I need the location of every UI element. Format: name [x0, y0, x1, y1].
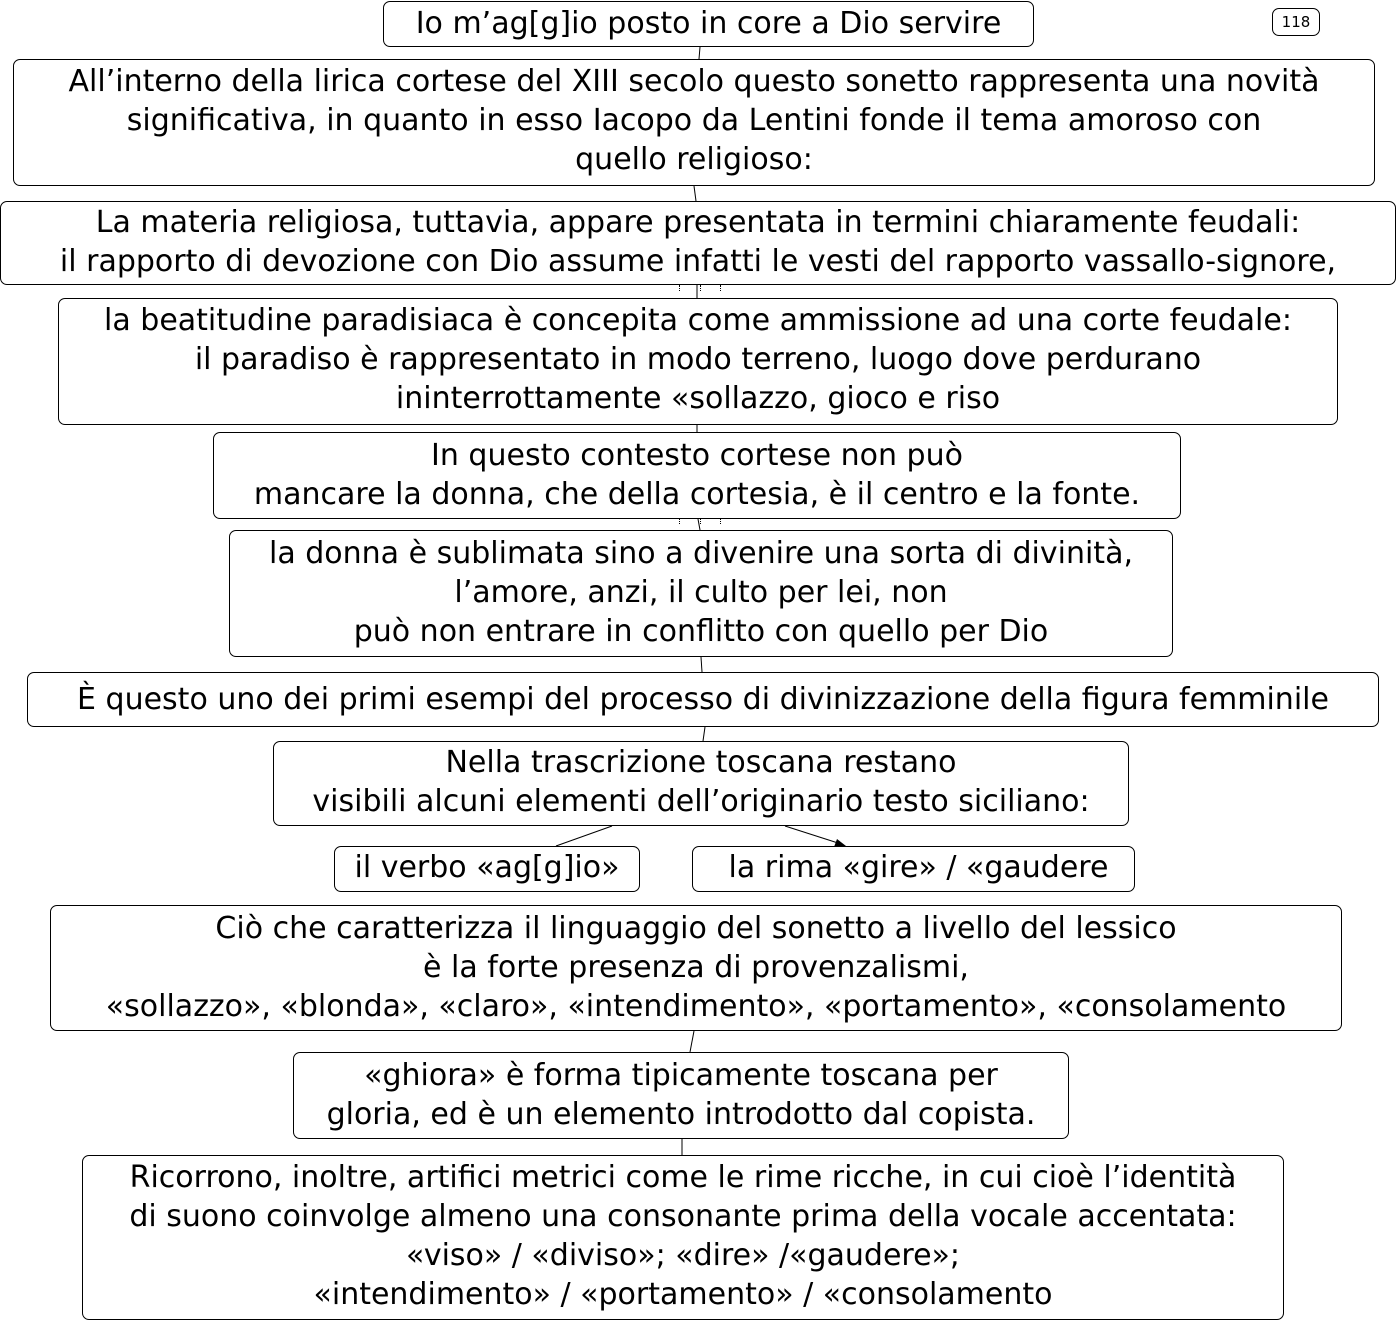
node-text-line: quello religioso: [575, 142, 813, 177]
page-badge: 118 [1272, 8, 1320, 36]
connector-intro-feudal [694, 186, 696, 201]
node-text-line: «intendimento» / «portamento» / «consolamento [313, 1277, 1053, 1312]
node-rhymes-rich [82, 1155, 1284, 1320]
node-text-line: il rapporto di devozione con Dio assume infatti le vesti del rapporto vassallo-signore, [59, 244, 1337, 279]
node-first-examples [27, 672, 1379, 727]
node-text-line: è la forte presenza di provenzalismi, [423, 950, 969, 985]
node-donna-divinity [229, 530, 1173, 657]
node-donna-context [213, 432, 1181, 519]
node-text-line: la beatitudine paradisiaca è concepita come ammissione ad una corte feudale: [104, 303, 1292, 338]
node-text-line: Ricorrono, inoltre, artifici metrici come le rime ricche, in cui cioè l’identità [129, 1160, 1237, 1195]
node-text-line: visibili alcuni elementi dell’originario testo siciliano: [312, 784, 1090, 819]
node-text-line: il verbo «ag[g]io» [354, 850, 620, 885]
node-text-line: La materia religiosa, tuttavia, appare presentata in termini chiaramente feudali: [95, 205, 1301, 240]
node-intro [13, 59, 1375, 186]
node-text-line: All’interno della lirica cortese del XIII secolo questo sonetto rappresenta una novità [68, 64, 1320, 99]
node-text-line: mancare la donna, che della cortesia, è il centro e la fonte. [253, 477, 1141, 512]
node-text-line: «viso» / «diviso»; «dire» /«gaudere»; [406, 1238, 960, 1273]
node-text-line: la rima «gire» / «gaudere [728, 850, 1109, 885]
node-text-line: di suono coinvolge almeno una consonante prima della vocale accentata: [129, 1199, 1237, 1234]
decorative-ticks [679, 285, 721, 291]
node-feudal [0, 201, 1396, 285]
node-text-line: Ciò che caratterizza il linguaggio del sonetto a livello del lessico [215, 911, 1177, 946]
node-text-line: l’amore, anzi, il culto per lei, non [454, 575, 948, 610]
connector-transcription-rhyme [785, 826, 838, 843]
connector-transcription-verb [556, 826, 612, 846]
node-text-line: È questo uno dei primi esempi del processo di divinizzazione della figura femminile [77, 682, 1329, 717]
connector-title-intro [699, 47, 700, 59]
node-title [383, 1, 1034, 47]
node-text-line: può non entrare in conflitto con quello per Dio [353, 614, 1049, 649]
connector-lexicon-ghiora [690, 1031, 694, 1052]
connector-examples-transcription [703, 727, 705, 741]
node-text-line: «ghiora» è forma tipicamente toscana per [364, 1058, 998, 1093]
node-text-line: «sollazzo», «blonda», «claro», «intendimento», «portamento», «consolamento [105, 989, 1287, 1024]
node-text-line: la donna è sublimata sino a divenire una sorta di divinità, [269, 536, 1133, 571]
node-text-line: Io m’ag[g]io posto in core a Dio servire [415, 6, 1002, 41]
node-lexicon [50, 905, 1342, 1031]
node-text-line: In questo contesto cortese non può [431, 438, 963, 473]
node-text-line: il paradiso è rappresentato in modo terreno, luogo dove perdurano [194, 342, 1202, 377]
node-transcription [273, 741, 1129, 826]
node-text-line: ininterrottamente «sollazzo, gioco e riso [395, 381, 1001, 416]
node-text-line: Nella trascrizione toscana restano [445, 745, 957, 780]
connector-divinity-examples [701, 657, 702, 672]
node-text-line: gloria, ed è un elemento introdotto dal copista. [326, 1097, 1036, 1132]
node-ghiora [293, 1052, 1069, 1139]
node-rhyme [692, 846, 1135, 892]
node-verb [334, 846, 640, 892]
node-paradise [58, 298, 1338, 425]
node-text-line: significativa, in quanto in esso Iacopo da Lentini fonde il tema amoroso con [126, 103, 1262, 138]
